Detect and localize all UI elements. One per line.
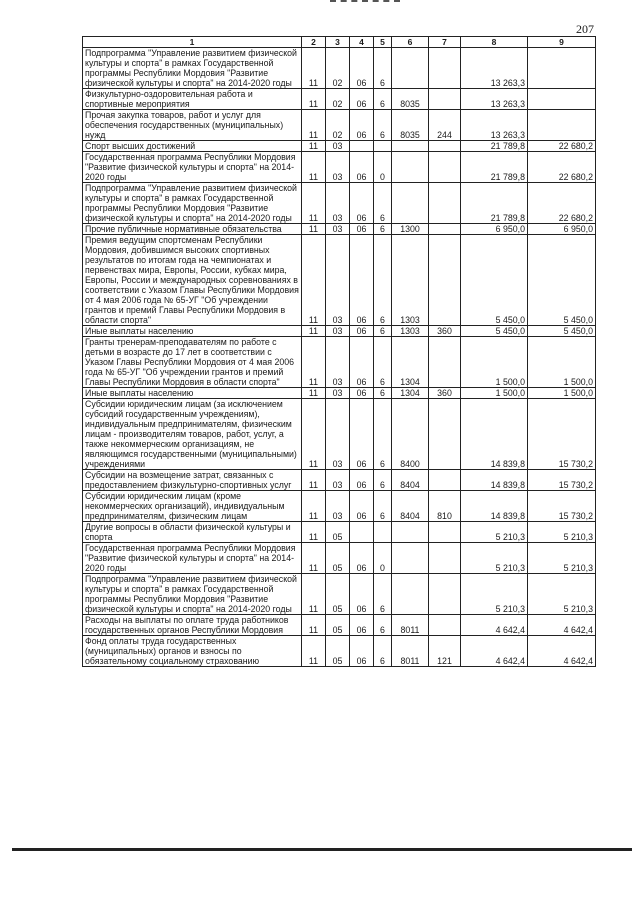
row-name: Субсидии юридическим лицам (кроме некоммерческих организаций), индивидуальным предпринимателям, физическим лицам bbox=[83, 491, 302, 522]
row-subsection: 05 bbox=[326, 636, 350, 667]
row-amount-year1: 13 263,3 bbox=[461, 110, 528, 141]
row-program: 06 bbox=[350, 543, 374, 574]
row-amount-year1: 5 210,3 bbox=[461, 522, 528, 543]
row-target: 8011 bbox=[392, 636, 429, 667]
row-expense-type bbox=[429, 615, 461, 636]
row-subprogram: 6 bbox=[374, 326, 392, 337]
row-program: 06 bbox=[350, 326, 374, 337]
row-expense-type bbox=[429, 470, 461, 491]
row-subsection: 03 bbox=[326, 491, 350, 522]
row-target bbox=[392, 574, 429, 615]
row-subsection: 03 bbox=[326, 141, 350, 152]
row-name: Физкультурно-оздоровительная работа и спортивные мероприятия bbox=[83, 89, 302, 110]
table-row bbox=[83, 141, 596, 152]
row-section: 11 bbox=[302, 574, 326, 615]
row-target bbox=[392, 141, 429, 152]
table-row bbox=[83, 399, 596, 470]
row-section: 11 bbox=[302, 235, 326, 326]
row-program: 06 bbox=[350, 337, 374, 388]
row-subprogram: 6 bbox=[374, 337, 392, 388]
table-row bbox=[83, 183, 596, 224]
row-expense-type: 810 bbox=[429, 491, 461, 522]
row-amount-year2: 6 950,0 bbox=[528, 224, 596, 235]
row-subsection: 05 bbox=[326, 574, 350, 615]
row-name: Государственная программа Республики Мордовия "Развитие физической культуры и спорта" на 2014-2020 годы bbox=[83, 152, 302, 183]
row-section: 11 bbox=[302, 615, 326, 636]
column-header-8: 8 bbox=[461, 37, 528, 48]
table-row bbox=[83, 326, 596, 337]
row-subsection: 03 bbox=[326, 152, 350, 183]
row-subsection: 03 bbox=[326, 470, 350, 491]
row-name: Расходы на выплаты по оплате труда работников государственных органов Республики Мордовия bbox=[83, 615, 302, 636]
row-amount-year1: 4 642,4 bbox=[461, 636, 528, 667]
row-subsection: 02 bbox=[326, 110, 350, 141]
table-row bbox=[83, 89, 596, 110]
row-subsection: 02 bbox=[326, 48, 350, 89]
row-target: 1300 bbox=[392, 224, 429, 235]
row-expense-type bbox=[429, 141, 461, 152]
column-header-2: 2 bbox=[302, 37, 326, 48]
row-amount-year1: 14 839,8 bbox=[461, 470, 528, 491]
row-amount-year2 bbox=[528, 48, 596, 89]
row-program: 06 bbox=[350, 89, 374, 110]
row-section: 11 bbox=[302, 337, 326, 388]
row-target bbox=[392, 152, 429, 183]
row-amount-year2: 5 210,3 bbox=[528, 543, 596, 574]
column-header-6: 6 bbox=[392, 37, 429, 48]
row-amount-year2: 4 642,4 bbox=[528, 615, 596, 636]
row-expense-type bbox=[429, 337, 461, 388]
row-section: 11 bbox=[302, 89, 326, 110]
row-program: 06 bbox=[350, 48, 374, 89]
row-amount-year1: 14 839,8 bbox=[461, 491, 528, 522]
row-target bbox=[392, 543, 429, 574]
page-number: 207 bbox=[576, 22, 594, 36]
row-amount-year2 bbox=[528, 89, 596, 110]
table-row bbox=[83, 110, 596, 141]
row-program: 06 bbox=[350, 110, 374, 141]
column-header-5: 5 bbox=[374, 37, 392, 48]
row-target: 8011 bbox=[392, 615, 429, 636]
row-section: 11 bbox=[302, 388, 326, 399]
row-program: 06 bbox=[350, 235, 374, 326]
row-subprogram: 6 bbox=[374, 224, 392, 235]
row-section: 11 bbox=[302, 141, 326, 152]
row-section: 11 bbox=[302, 399, 326, 470]
row-subprogram: 6 bbox=[374, 235, 392, 326]
row-amount-year2: 15 730,2 bbox=[528, 399, 596, 470]
row-target: 1304 bbox=[392, 388, 429, 399]
row-subsection: 05 bbox=[326, 615, 350, 636]
row-amount-year2: 15 730,2 bbox=[528, 491, 596, 522]
row-subprogram: 6 bbox=[374, 48, 392, 89]
row-section: 11 bbox=[302, 491, 326, 522]
row-subsection: 03 bbox=[326, 326, 350, 337]
row-expense-type bbox=[429, 152, 461, 183]
row-target: 8035 bbox=[392, 89, 429, 110]
row-target bbox=[392, 183, 429, 224]
row-expense-type bbox=[429, 224, 461, 235]
bottom-rule bbox=[12, 848, 632, 851]
row-section: 11 bbox=[302, 543, 326, 574]
row-target bbox=[392, 48, 429, 89]
row-target: 8404 bbox=[392, 491, 429, 522]
table-row bbox=[83, 543, 596, 574]
row-amount-year2: 1 500,0 bbox=[528, 337, 596, 388]
row-expense-type: 360 bbox=[429, 326, 461, 337]
row-amount-year1: 1 500,0 bbox=[461, 337, 528, 388]
table-row bbox=[83, 152, 596, 183]
row-subprogram: 6 bbox=[374, 636, 392, 667]
row-name: Государственная программа Республики Мордовия "Развитие физической культуры и спорта" на 2014-2020 годы bbox=[83, 543, 302, 574]
row-program: 06 bbox=[350, 491, 374, 522]
row-program: 06 bbox=[350, 224, 374, 235]
row-expense-type: 360 bbox=[429, 388, 461, 399]
row-expense-type bbox=[429, 89, 461, 110]
row-subprogram: 6 bbox=[374, 470, 392, 491]
row-program: 06 bbox=[350, 470, 374, 491]
row-amount-year1: 21 789,8 bbox=[461, 183, 528, 224]
column-header-3: 3 bbox=[326, 37, 350, 48]
row-amount-year1: 13 263,3 bbox=[461, 48, 528, 89]
row-subprogram: 6 bbox=[374, 399, 392, 470]
row-amount-year2: 22 680,2 bbox=[528, 183, 596, 224]
row-target: 8400 bbox=[392, 399, 429, 470]
row-amount-year2: 5 450,0 bbox=[528, 235, 596, 326]
table-row bbox=[83, 388, 596, 399]
row-amount-year2: 22 680,2 bbox=[528, 152, 596, 183]
row-subsection: 05 bbox=[326, 522, 350, 543]
row-name: Иные выплаты населению bbox=[83, 326, 302, 337]
row-expense-type: 244 bbox=[429, 110, 461, 141]
row-name: Спорт высших достижений bbox=[83, 141, 302, 152]
row-amount-year2: 22 680,2 bbox=[528, 141, 596, 152]
table-body bbox=[83, 48, 596, 667]
row-amount-year2: 1 500,0 bbox=[528, 388, 596, 399]
column-header-1: 1 bbox=[83, 37, 302, 48]
row-amount-year2: 5 450,0 bbox=[528, 326, 596, 337]
row-expense-type bbox=[429, 574, 461, 615]
row-program: 06 bbox=[350, 636, 374, 667]
row-section: 11 bbox=[302, 636, 326, 667]
row-subprogram: 6 bbox=[374, 491, 392, 522]
row-expense-type bbox=[429, 399, 461, 470]
row-section: 11 bbox=[302, 183, 326, 224]
row-subsection: 02 bbox=[326, 89, 350, 110]
row-name: Субсидии на возмещение затрат, связанных с предоставлением физкультурно-спортивных услуг bbox=[83, 470, 302, 491]
row-amount-year1: 14 839,8 bbox=[461, 399, 528, 470]
row-section: 11 bbox=[302, 326, 326, 337]
row-section: 11 bbox=[302, 470, 326, 491]
row-subsection: 03 bbox=[326, 235, 350, 326]
row-amount-year1: 5 450,0 bbox=[461, 235, 528, 326]
table-row bbox=[83, 224, 596, 235]
table-row bbox=[83, 235, 596, 326]
row-expense-type bbox=[429, 543, 461, 574]
row-target: 8404 bbox=[392, 470, 429, 491]
row-subsection: 03 bbox=[326, 337, 350, 388]
row-amount-year1: 5 210,3 bbox=[461, 574, 528, 615]
row-subsection: 03 bbox=[326, 224, 350, 235]
table-row bbox=[83, 522, 596, 543]
row-name: Прочая закупка товаров, работ и услуг для обеспечения государственных (муниципальных) нужд bbox=[83, 110, 302, 141]
row-section: 11 bbox=[302, 110, 326, 141]
row-subprogram bbox=[374, 522, 392, 543]
row-program: 06 bbox=[350, 183, 374, 224]
row-amount-year1: 5 450,0 bbox=[461, 326, 528, 337]
row-name: Гранты тренерам-преподавателям по работе с детьми в возрасте до 17 лет в соответствии с Указом Главы Республики Мордовия от 4 мая 2006 года № 65-УГ "Об учреждении грантов и премий Главы Республики Мордовия в области спорта" bbox=[83, 337, 302, 388]
row-name: Иные выплаты населению bbox=[83, 388, 302, 399]
row-amount-year1: 21 789,8 bbox=[461, 152, 528, 183]
row-subprogram: 6 bbox=[374, 615, 392, 636]
row-program: 06 bbox=[350, 615, 374, 636]
row-subprogram: 6 bbox=[374, 110, 392, 141]
row-subsection: 03 bbox=[326, 399, 350, 470]
table-row bbox=[83, 337, 596, 388]
row-program: 06 bbox=[350, 574, 374, 615]
row-subprogram: 6 bbox=[374, 183, 392, 224]
row-subsection: 03 bbox=[326, 388, 350, 399]
row-name: Другие вопросы в области физической культуры и спорта bbox=[83, 522, 302, 543]
row-target: 8035 bbox=[392, 110, 429, 141]
row-name: Субсидии юридическим лицам (за исключением субсидий государственным учреждениям), индивидуальным предпринимателям, физическим лицам - производителям товаров, работ, услуг, а также некоммерческим организациям, не являющимся государственными (муниципальными) учреждениями bbox=[83, 399, 302, 470]
column-header-9: 9 bbox=[528, 37, 596, 48]
table-row bbox=[83, 48, 596, 89]
row-section: 11 bbox=[302, 522, 326, 543]
table-row bbox=[83, 615, 596, 636]
row-amount-year1: 21 789,8 bbox=[461, 141, 528, 152]
row-name: Премия ведущим спортсменам Республики Мордовия, добившимся высоких спортивных результатов по итогам года на чемпионатах и первенствах мира, Европы, России, кубках мира, Европы, России и международных соревнованиях в соответствии с Указом Главы Республики Мордовия от 4 мая 2006 года № 65-УГ "Об учреждении грантов и премий Главы Республики Мордовия в области спорта" bbox=[83, 235, 302, 326]
row-amount-year2: 5 210,3 bbox=[528, 574, 596, 615]
row-subprogram: 6 bbox=[374, 574, 392, 615]
row-amount-year2: 4 642,4 bbox=[528, 636, 596, 667]
row-expense-type bbox=[429, 235, 461, 326]
table-row bbox=[83, 574, 596, 615]
row-amount-year1: 13 263,3 bbox=[461, 89, 528, 110]
row-section: 11 bbox=[302, 224, 326, 235]
row-subprogram: 0 bbox=[374, 152, 392, 183]
row-amount-year1: 1 500,0 bbox=[461, 388, 528, 399]
row-amount-year2 bbox=[528, 110, 596, 141]
row-expense-type: 121 bbox=[429, 636, 461, 667]
row-amount-year2: 5 210,3 bbox=[528, 522, 596, 543]
row-subsection: 05 bbox=[326, 543, 350, 574]
table-row bbox=[83, 636, 596, 667]
row-program: 06 bbox=[350, 399, 374, 470]
row-target: 1304 bbox=[392, 337, 429, 388]
row-program bbox=[350, 522, 374, 543]
scan-top-mark bbox=[330, 0, 400, 6]
row-target: 1303 bbox=[392, 235, 429, 326]
table-row bbox=[83, 470, 596, 491]
row-program: 06 bbox=[350, 388, 374, 399]
row-subprogram: 6 bbox=[374, 89, 392, 110]
row-expense-type bbox=[429, 183, 461, 224]
row-expense-type bbox=[429, 522, 461, 543]
row-name: Прочие публичные нормативные обязательства bbox=[83, 224, 302, 235]
row-subprogram bbox=[374, 141, 392, 152]
row-name: Подпрограмма "Управление развитием физической культуры и спорта" в рамках Государственной программы Республики Мордовия "Развитие физической культуры и спорта" на 2014-2020 годы bbox=[83, 183, 302, 224]
row-name: Фонд оплаты труда государственных (муниципальных) органов и взносы по обязательному социальному страхованию bbox=[83, 636, 302, 667]
row-target: 1303 bbox=[392, 326, 429, 337]
row-amount-year2: 15 730,2 bbox=[528, 470, 596, 491]
table-row bbox=[83, 491, 596, 522]
row-expense-type bbox=[429, 48, 461, 89]
row-amount-year1: 4 642,4 bbox=[461, 615, 528, 636]
column-header-4: 4 bbox=[350, 37, 374, 48]
row-section: 11 bbox=[302, 152, 326, 183]
row-name: Подпрограмма "Управление развитием физической культуры и спорта" в рамках Государственной программы Республики Мордовия "Развитие физической культуры и спорта" на 2014-2020 годы bbox=[83, 574, 302, 615]
table-header-row bbox=[83, 37, 596, 48]
row-program: 06 bbox=[350, 152, 374, 183]
row-name: Подпрограмма "Управление развитием физической культуры и спорта" в рамках Государственной программы Республики Мордовия "Развитие физической культуры и спорта" на 2014-2020 годы bbox=[83, 48, 302, 89]
column-header-7: 7 bbox=[429, 37, 461, 48]
row-amount-year1: 5 210,3 bbox=[461, 543, 528, 574]
row-subprogram: 0 bbox=[374, 543, 392, 574]
row-target bbox=[392, 522, 429, 543]
row-section: 11 bbox=[302, 48, 326, 89]
row-amount-year1: 6 950,0 bbox=[461, 224, 528, 235]
row-program bbox=[350, 141, 374, 152]
budget-table bbox=[82, 36, 596, 667]
row-subprogram: 6 bbox=[374, 388, 392, 399]
row-subsection: 03 bbox=[326, 183, 350, 224]
